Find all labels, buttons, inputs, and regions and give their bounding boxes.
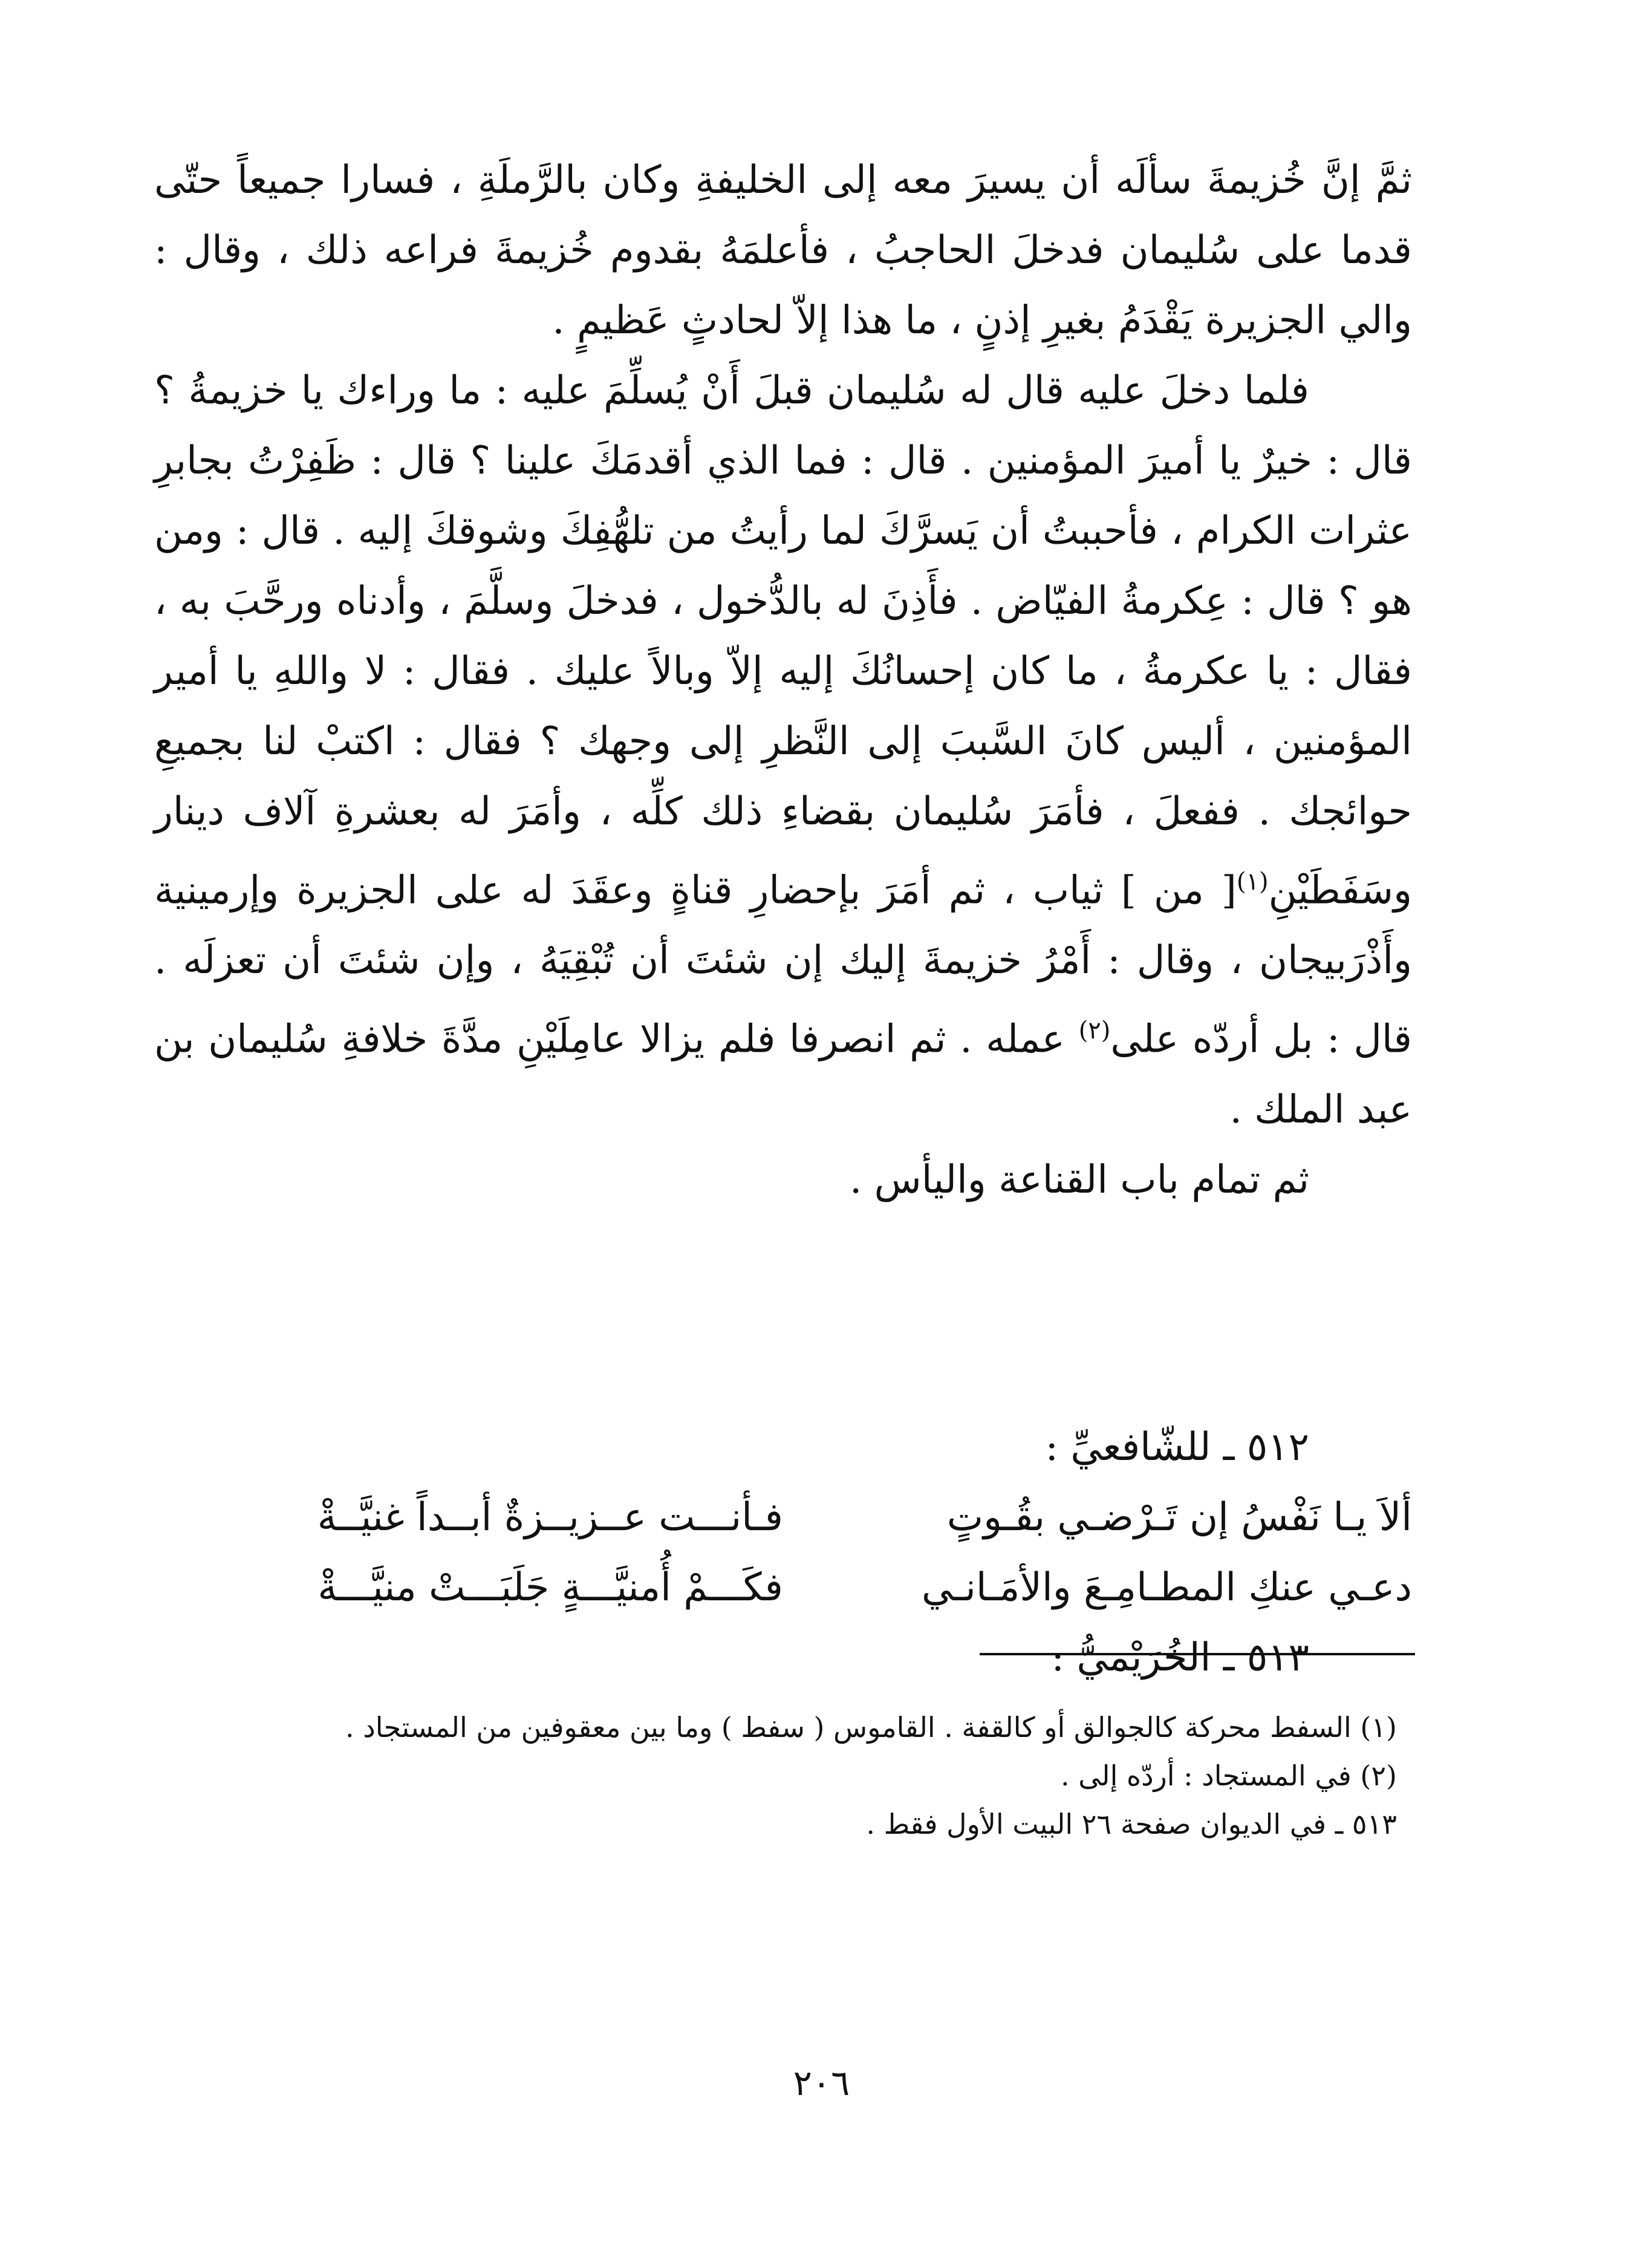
verse-2-first-hemistich: دعـي عنكِ المطـامِـعَ والأمَـانـي: [922, 1565, 1412, 1610]
poem-heading-512: ٥١٢ ـ للشّافعيِّ :: [1045, 1425, 1309, 1470]
verse-1: [154, 1482, 1412, 1553]
chapter-end-note: ثم تمام باب القناعة واليأس .: [849, 1157, 1309, 1202]
paragraph-1: ثمَّ إنَّ خُزيمةَ سألَه أن يسيرَ معه إلى الخليفةِ وكان بالرَّملَةِ ، فسارا جميعاً حتّى قدما على سُليمان فدخلَ الحاجبُ ، فأعلمَهُ بقدوم خُزيمةَ فراعه ذلك ، وقال : والي الجزيرة يَقْدَمُ بغيرِ إذنٍ ، ما هذا إلاّ لحادثٍ عَظيمٍ .: [154, 158, 1412, 343]
footnote-ref-1: (١): [1236, 868, 1269, 896]
paragraph-2-part-2: [ من ] ثياب ، ثم أمَرَ بإحضارِ قناةٍ وعقَدَ له على الجزيرة وإرمينية وأَذْرَبيجان ، وقال : أَمْرُ خزيمةَ إليك إن شئتَ أن تُبْقِيَهُ ، وإن شئتَ أن تعزلَه . قال : بل أردّه على: [154, 868, 1413, 1062]
verse-1-first-hemistich: ألاَ يـا نَفْسُ إن تَـرْضـي بقُـوتٍ: [946, 1495, 1412, 1540]
footnote-separator: [980, 1653, 1415, 1655]
verse-2: [154, 1553, 1412, 1623]
footnote-2: (٢) في المستجاد : أردّه إلى .: [1060, 1759, 1397, 1792]
paragraph-2-part-3: عمله . ثم انصرفا فلم يزالا عامِلَيْنِ مدَّةَ خلافةِ سُليمان بن عبد الملك .: [154, 1017, 1412, 1132]
footnote-513: ٥١٣ ـ في الديوان صفحة ٢٦ البيت الأول فقط .: [866, 1808, 1397, 1840]
main-text: [154, 145, 1412, 1215]
poem-section: [154, 1412, 1412, 1693]
paragraph-2: [154, 356, 1412, 1145]
page-number: ٢٠٦: [793, 2062, 850, 2103]
footnote-ref-2: (٢): [1078, 1017, 1111, 1045]
poem-heading-513: ٥١٣ ـ الخُرَيْميُّ :: [1051, 1635, 1309, 1680]
footnote-1: (١) السفط محركة كالجوالق أو كالقفة . القاموس ( سفط ) وما بين معقوفين من المستجاد .: [345, 1711, 1397, 1744]
verse-2-second-hemistich: فكَـــمْ أُمنيَّـــةٍ جَلَبَـــتْ منيَّـــةْ: [317, 1565, 783, 1610]
verse-1-second-hemistich: فـأنـــت عــزيــزةٌ أبــداً غنيَّــةْ: [317, 1495, 783, 1540]
footnotes: [163, 1706, 1403, 1851]
paragraph-2-part-1: فلما دخلَ عليه قال له سُليمان قبلَ أَنْ يُسلِّمَ عليه : ما وراءك يا خزيمةُ ؟ قال : خيرٌ يا أميرَ المؤمنين . قال : فما الذي أقدمَكَ علينا ؟ قال : ظَفِرْتُ بجابرِ عثرات الكرام ، فأحببتُ أن يَسرَّكَ لما رأيتُ من تلهُّفِكَ وشوقكَ إليه . قال : ومن هو ؟ قال : عِكرمةُ الفيّاض . فأَذِنَ له بالدُّخول ، فدخلَ وسلَّمَ ، وأدناه ورحَّبَ به ، فقال : يا عكرمةُ ، ما كان إحسانُكَ إليه إلاّ وبالاً عليك . فقال : لا واللهِ يا أمير المؤمنين ، أليس كانَ السَّببَ إلى النَّظرِ إلى وجهك ؟ فقال : اكتبْ لنا بجميعِ حوائجك . ففعلَ ، فأمَرَ سُليمان بقضاءِ ذلك كلِّه ، وأمَرَ له بعشرةِ آلاف دينار وسَفَطَيْنِ: [154, 368, 1413, 913]
